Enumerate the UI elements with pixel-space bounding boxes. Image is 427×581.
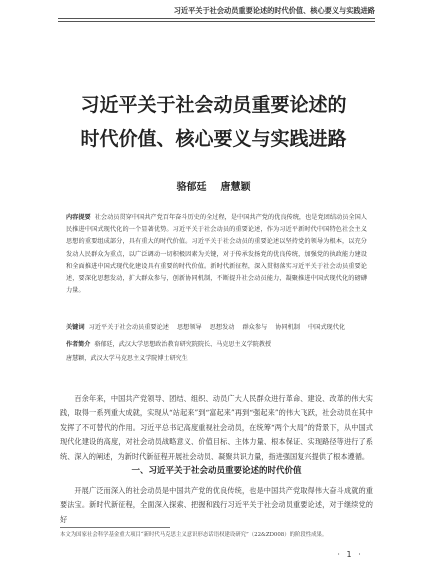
keyword: 思想发动 xyxy=(209,324,235,331)
keyword: 协同机制 xyxy=(275,324,300,331)
body-paragraph: 百余年来，中国共产党领导、团结、组织、动员广大人民群众进行革命、建设、改革的伟大实践，取得一系列重大成就，实现从“站起来”到“富起来”再到“强起来”的伟大飞跃，社会动员在其中发挥了不可替代的作用。习近平总书记高度重视社会动员，在统筹“两个大局”的背景下，从中国式现代化建设的高度，对社会动员战略意义、价值目标、主体力量、根本保证、实现路径等进行了系统、深入的阐述，为新时代新征程开展社会动员、凝聚共识力量，指进强国复兴提供了根本遵循。 xyxy=(60,394,373,461)
author-affiliations xyxy=(66,338,367,366)
keywords xyxy=(66,322,367,334)
author-list xyxy=(40,178,387,193)
keywords-label: 关键词 xyxy=(66,324,85,331)
affiliation-line xyxy=(66,352,367,366)
author-name: 唐慧颖 xyxy=(220,182,251,193)
keyword: 群众参与 xyxy=(242,324,268,331)
footnote-rule xyxy=(60,527,170,528)
author-name: 骆郁廷 xyxy=(176,182,207,193)
affiliation-text: 骆郁廷，武汉大学思想政治教育研究院院长、马克思主义学院教授 xyxy=(94,341,272,348)
page-number: · 1 · xyxy=(337,550,363,559)
article-title-line-1: 习近平关于社会动员重要论述的 xyxy=(80,94,347,116)
abstract-text: 社会动员贯穿中国共产党百年奋斗历史的全过程，是中国共产党的优良传统，也是党团结动员全国人民推进中国式现代化的一个显著优势。习近平关于社会动员的重要论述，作为习近平新时代中国特色社会主义思想的重要组成部分，具有重大的时代价值。习近平关于社会动员的重要论述以坚持党的领导为根本，以充分发动人民群众为重点，以广泛调动一切积极因素为关键，对于传承发扬党的优良传统，加强党的执政能力建设和全面推进中国式现代化建设具有重要的时代价值。新时代新征程，深入贯彻落实习近平关于社会动员重要论述，要深化思想发动，扩大群众参与，创新协同机制，不断提升社会动员能力，凝聚推进中国式现代化的磅礴力量。 xyxy=(66,214,367,295)
footnote: 本文为国家社会科学基金重大项目“新时代马克思主义意识形态话语权建设研究”（22&ZD008）的阶段性成果。 xyxy=(60,532,328,538)
affiliation-text: 唐慧颖，武汉大学马克思主义学院博士研究生 xyxy=(66,355,188,362)
abstract xyxy=(66,212,367,297)
keyword: 中国式现代化 xyxy=(308,324,346,331)
keyword: 习近平关于社会动员重要论述 xyxy=(88,324,169,331)
running-head: 习近平关于社会动员重要论述的时代价值、核心要义与实践进路 xyxy=(173,6,375,15)
affiliation-line xyxy=(66,338,367,352)
abstract-label: 内容提要 xyxy=(66,214,91,221)
running-head-rule xyxy=(58,18,375,22)
article-title-line-2: 时代价值、核心要义与实践进路 xyxy=(80,128,347,150)
affiliations-label: 作者简介 xyxy=(66,341,91,348)
section-heading: 一、习近平关于社会动员重要论述的时代价值 xyxy=(131,466,302,476)
keyword: 思想领导 xyxy=(177,324,202,331)
body-paragraph: 开展广泛而深入的社会动员是中国共产党的优良传统，也是中国共产党取得伟大奋斗成就的重要法宝。新时代新征程，全面深入探索、把握和践行习近平关于社会动员重要论述，对于继续党的好 xyxy=(60,486,373,524)
